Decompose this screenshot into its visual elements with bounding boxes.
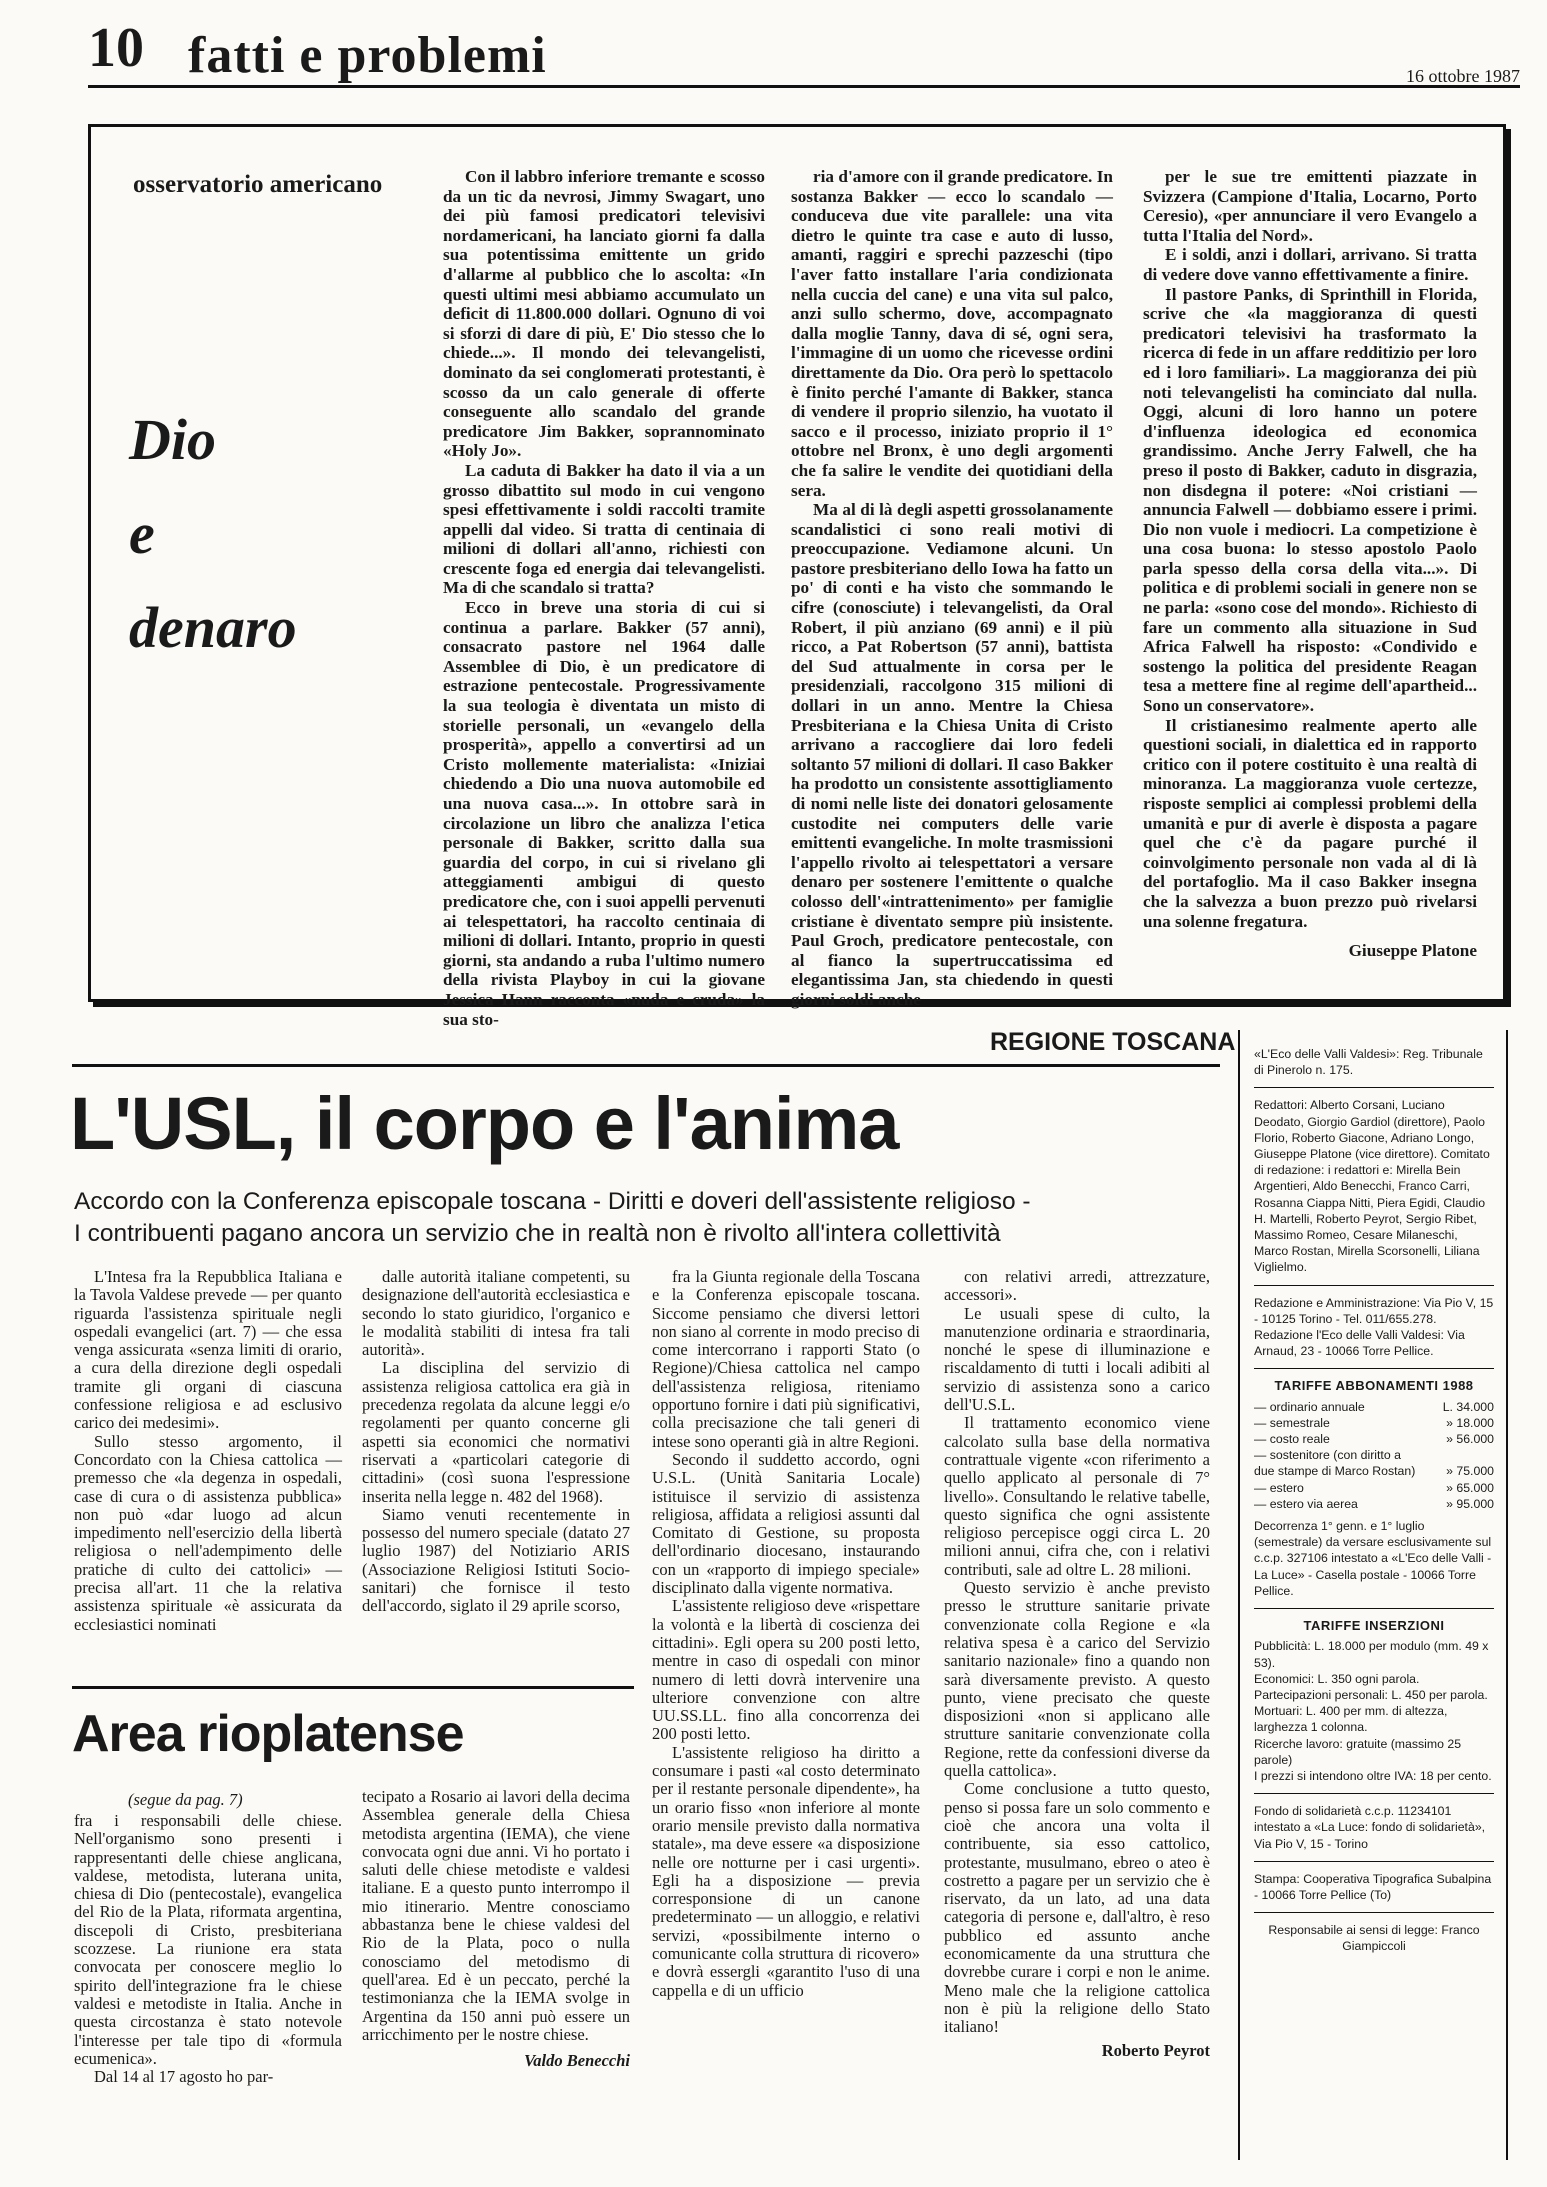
insertion-block <box>1254 1618 1494 1794</box>
paragraph: Come conclusione a tutto questo, penso si possa fare un solo commento e cioè che ancora una volta il contribuente, sia esso cattolico, protestante, musulmano, ebreo o ateo è costretto a pagare per un servizio che è riservato, da un lato, ad una data categoria di persone e, dall'altro, è reso pubblico ed assunto anche economicamente da una struttura che dovrebbe curare i corpi e non le anime. Meno male che la religione cattolica non è più la religione dello Stato italiano! <box>944 1779 1210 2037</box>
boxed-column-1 <box>443 167 765 1029</box>
paragraph: E i soldi, anzi i dollari, arrivano. Si tratta di vedere dove vanno effettivamente a finire. <box>1143 245 1477 284</box>
section-title: fatti e problemi <box>188 27 547 84</box>
paragraph: con relativi arredi, attrezzature, accessori». <box>944 1267 1210 1305</box>
solidarity-fund: Fondo di solidarietà c.c.p. 11234101 intestato a «La Luce: fondo di solidarietà», Via Pio V, 15 - Torino <box>1254 1804 1486 1851</box>
rate-label: — ordinario annuale <box>1254 1399 1365 1414</box>
boxed-headline <box>129 393 297 675</box>
insertion-heading: TARIFFE INSERZIONI <box>1303 1618 1445 1634</box>
paragraph: fra i responsabili delle chiese. Nell'organismo sono presenti i rappresentanti delle chiese anglicana, valdese, metodista, luterana unita, chiesa di Dio (pentecostale), evangelica del Rio de la Plata, riformata argentina, discepoli di Cristo, presbiteriana scozzese. La riunione era stata convocata per conoscere meglio lo spirito dell'integrazione fra le chiese valdesi e metodiste in Italia. Anche in questa circostanza è stato notevole l'interesse per tale tipo di «formula ecumenica». <box>74 1811 342 2068</box>
headline-line: Dio <box>129 407 216 472</box>
paragraph: per le sue tre emittenti piazzate in Svizzera (Campione d'Italia, Locarno, Porto Ceresio), «per annunciare il vero Evangelo a tutta l'Italia del Nord». <box>1143 167 1477 245</box>
paragraph: La caduta di Bakker ha dato il via a un grosso dibattito sul modo in cui vengono spesi effettivamente i soldi raccolti tramite appelli dal video. Si tratta di centinaia di milioni di dollari all'anno, richiesti con crescente foga ed energia dai televangelisti. Ma di che scandalo si tratta? <box>443 460 765 598</box>
insertion-rate: Economici: L. 350 ogni parola. <box>1254 1671 1420 1686</box>
fund-block <box>1254 1803 1494 1862</box>
rate-value: » 56.000 <box>1446 1432 1494 1447</box>
usl-column-3 <box>652 1268 920 2000</box>
rate-value: » 75.000 <box>1446 1464 1494 1479</box>
divider <box>72 1064 1220 1067</box>
printer: Stampa: Cooperativa Tipografica Subalpina - 10066 Torre Pellice (To) <box>1254 1871 1492 1902</box>
headline-line: denaro <box>129 595 297 660</box>
paragraph: Dal 14 al 17 agosto ho par- <box>94 2067 274 2087</box>
rate-value: L. 34.000 <box>1442 1399 1494 1414</box>
rate-row <box>1254 1399 1494 1415</box>
paragraph: Sullo stesso argomento, il Concordato con la Chiesa cattolica — premesso che «la degenza in ospedali, case di cura o di assistenza pubblica» non può «dar luogo ad alcun impedimento nell'esercizio della libertà religiosa o nell'adempimento delle pratiche di culto dei cattolici» — precisa all'art. 11 che la relativa assistenza spirituale «è assicurata da ecclesiastici nominati <box>74 1431 342 1634</box>
paragraph: Con il labbro inferiore tremante e scosso da un tic da nevrosi, Jimmy Swagart, uno dei più famosi predicatori televisivi nordamericani, ha lanciato giorni fa dalla sua potentissima emittente un grido d'allarme al pubblico che lo ascolta: «In questi ultimi mesi abbiamo accumulato un deficit di 11.800.000 dollari. Ognuno di voi si sforzi di dare di più, E' Dio stesso che lo chiede...». Il mondo dei televangelisti, dominato da sei conglomerati protestanti, è scosso da un calo generale di offerte conseguente allo scandalo del grande predicatore Jim Bakker, soprannominato «Holy Jo». <box>443 167 765 461</box>
rate-label: — semestrale <box>1254 1415 1330 1430</box>
paragraph: Il pastore Panks, di Sprinthill in Florida, scrive che «la maggioranza di questi predicatori televisivi ha trasformato la ricerca di fede in un affare redditizio per loro ed i loro familiari». La maggioranza dei più noti televangelisti ha cominciato dal nulla. Oggi, alcuni di loro hanno un potere d'influenza ideologica ed economica grandissimo. Anche Jerry Falwell, che ha preso il posto di Bakker, caduto in disgrazia, non disdegna il potere: «Noi cristiani — annuncia Falwell — dobbiamo essere i primi. Dio non vuole i mediocri. La competizione è una cosa buona: lo stesso apostolo Paolo parla spesso della corsa della vita...». Di politica e di problemi sociali in genere non se ne parla: «sono cose del mondo». Richiesto di fare un commento alla situazione in Sud Africa Falwell ha risposto: «Condivido e sostengo la politica del presidente Reagan tesa a mettere fine al regime dell'apartheid... Sono un conservatore». <box>1143 284 1477 716</box>
rate-value: » 95.000 <box>1446 1496 1494 1511</box>
boxed-article <box>88 124 1506 1029</box>
author-signature: Valdo Benecchi <box>524 2051 630 2071</box>
divider <box>72 1686 634 1689</box>
rate-row <box>1254 1415 1494 1431</box>
print-block <box>1254 1871 1494 1913</box>
editors: Redattori: Alberto Corsani, Luciano Deodato, Giorgio Gardiol (direttore), Paolo Florio, Roberto Giacone, Adriano Longo, Giuseppe Platone (vice direttore). Comitato di redazione: i redattori e: Mirella Bein Argentieri, Aldo Benecchi, Franco Carri, Rosanna Ciappa Nitti, Piera Egidi, Claudio H. Martelli, Roberto Peyrot, Sergio Ribet, Massimo Romeo, Cesare Milaneschi, Marco Rostan, Mirella Scorsonelli, Liliana Viglielmo. <box>1254 1098 1490 1275</box>
page-number: 10 <box>88 17 144 79</box>
usl-column-2 <box>362 1268 630 1616</box>
rate-label: — estero <box>1254 1480 1304 1495</box>
headline-line: e <box>129 501 155 566</box>
subscription-block <box>1254 1378 1494 1609</box>
paragraph: tecipato a Rosario ai lavori della decima Assemblea generale della Chiesa metodista argentina (IEMA), che viene convocata ogni due anni. Vi ho portato i saluti delle chiese metodiste e valdesi italiane. E a questo punto interrompo il mio itinerario. Mentre conosciamo abbastanza bene le chiese valdesi del Rio de la Plata, poco o nulla conosciamo del metodismo di quell'area. Ed è un peccato, perché la testimonianza che la IEMA svolge in Argentina da 150 anni può essere un arricchimento per le nostre chiese. <box>362 1787 630 2044</box>
boxed-column-3 <box>1143 167 1477 961</box>
admin-address: Redazione e Amministrazione: Via Pio V, 15 - 10125 Torino - Tel. 011/655.278. <box>1254 1295 1494 1326</box>
subtitle-line: I contribuenti pagano ancora un servizio che in realtà non è rivolto all'intera collettività <box>74 1220 1001 1247</box>
paragraph: Le usuali spese di culto, la manutenzione ordinaria e straordinaria, nonché le spese di illuminazione e riscaldamento di tutti i locali adibiti al servizio di assistenza sono a carico dell'U.S.L. <box>944 1303 1210 1415</box>
rate-row <box>1254 1480 1494 1496</box>
paragraph: La disciplina del servizio di assistenza religiosa cattolica era già in precedenza regolata da alcune leggi e/o regolamenti per quanto concerne gli aspetti sia economici che normativi riservati a «particolari categorie di cittadini» (così suona l'espressione inserita nella legge n. 482 del 1968). <box>362 1358 630 1506</box>
rate-value: » 65.000 <box>1446 1480 1494 1495</box>
column-rubric: osservatorio americano <box>133 171 383 198</box>
author-signature: Giuseppe Platone <box>1348 941 1477 961</box>
page-header <box>88 18 1520 88</box>
paragraph: ria d'amore con il grande predicatore. In sostanza Bakker — ecco lo scandalo — conduceva due vite parallele: una vita dietro le quinte tra case e auto di lusso, amanti, raggiri e sprechi pazzeschi (tipo l'aver fatto installare l'aria condizionata nella cuccia del cane) e una vita sul palco, anzi sullo schermo, dove, accompagnato dalla moglie Tanny, dava di sé, ogni sera, l'immagine di un uomo che ricevesse ordini direttamente da Dio. Ora però lo spettacolo è finito perché l'amante di Bakker, stanca di vendere il proprio silenzio, ha vuotato il sacco e il processo, iniziato proprio il 1° ottobre nel Bronx, è uno degli argomenti che fa salire le vendite dei quotidiani della sera. <box>791 167 1113 500</box>
subtitle-line: Accordo con la Conferenza episcopale toscana - Diritti e doveri dell'assistente religioso - <box>74 1188 1031 1215</box>
region-label: REGIONE TOSCANA <box>990 1028 1236 1056</box>
masthead <box>1238 1030 1508 2160</box>
insertion-note: I prezzi si intendono oltre IVA: 18 per cento. <box>1254 1768 1492 1783</box>
admin-block <box>1254 1295 1494 1370</box>
insertion-rate: Ricerche lavoro: gratuite (massimo 25 parole) <box>1254 1736 1462 1767</box>
paragraph: fra la Giunta regionale della Toscana e la Conferenza episcopale toscana. Siccome pensiamo che diversi lettori non siano al corrente in modo preciso di come intercorrano i rapporti Stato (o Regione)/Chiesa cattolica nel campo dell'assistenza religiosa, riteniamo opportuno fornire i dati più significativi, colla precisazione che tali generi di intese sono operanti già in altre Regioni. <box>652 1267 920 1451</box>
area-column-1 <box>74 1812 342 2086</box>
subscription-heading: TARIFFE ABBONAMENTI 1988 <box>1274 1378 1474 1394</box>
editors-block <box>1254 1097 1494 1285</box>
paragraph: L'Intesa fra la Repubblica Italiana e la Tavola Valdese prevede — per quanto riguarda l'assistenza spirituale negli ospedali evangelici (art. 7) — che essa venga assicurata «senza limiti di orario, a cura della direzione degli ospedali tramite gli organi di ciascuna confessione religiosa e ad esclusivo carico dei medesimi». <box>74 1267 342 1433</box>
boxed-column-2 <box>791 167 1113 1010</box>
rate-row <box>1254 1496 1494 1512</box>
article-title: L'USL, il corpo e l'anima <box>70 1082 899 1165</box>
usl-column-1 <box>74 1268 342 1634</box>
rate-value: » 18.000 <box>1446 1415 1494 1430</box>
article-subtitle <box>74 1186 1222 1250</box>
usl-column-4 <box>944 1268 1210 2061</box>
rate-row <box>1254 1447 1494 1479</box>
insertion-rate: Mortuari: L. 400 per mm. di altezza, larghezza 1 colonna. <box>1254 1704 1448 1735</box>
rate-label: — estero via aerea <box>1254 1496 1358 1511</box>
paragraph: Il trattamento economico viene calcolato sulla base della normativa contrattuale vigente «con riferimento a quello applicato al personale di 7° livello». Consultando le relative tabelle, questo significa che ogni assistente religioso percepisce oggi circa L. 20 milioni annui, cifra che, con i relativi contributi, sale ad oltre L. 28 milioni. <box>944 1413 1210 1579</box>
continued-note: (segue da pag. 7) <box>128 1790 243 1809</box>
paragraph: L'assistente religioso deve «rispettare la volontà e la libertà di coscienza dei cittadini». Egli opera su 200 posti letto, mentre in caso di ospedali con minor numero di letti dovrà intervenire una ulteriore convenzione con altre UU.SS.LL. fino alla concorrenza dei 200 posti letto. <box>652 1596 920 1744</box>
paragraph: Il cristianesimo realmente aperto alle questioni sociali, in dialettica ed in rapporto critico con il potere costituito è una realtà di minoranza. La maggioranza vuole certezze, risposte semplici ai complessi problemi della umanità e pur di averle è disposta a pagare quel che c'è da pagare purché il coinvolgimento personale non vada al di là del portafoglio. Ma il caso Bakker insegna che la salvezza a buon prezzo può rivelarsi una solenne fregatura. <box>1143 715 1477 931</box>
insertion-rate: Partecipazioni personali: L. 450 per parola. <box>1254 1687 1488 1702</box>
paragraph: Secondo il suddetto accordo, ogni U.S.L. (Unità Sanitaria Locale) istituisce il servizio di assistenza religiosa, affidata a religiosi assunti dal Comitato di Gestione, su proposta dell'ordinario diocesano, instaurando con un «rapporto di impiego speciale» disciplinato dalla vigente normativa. <box>652 1449 920 1598</box>
author-signature: Roberto Peyrot <box>1101 2041 1210 2061</box>
rate-label: — costo reale <box>1254 1432 1330 1447</box>
registration-block <box>1254 1046 1494 1088</box>
paragraph: Ma al di là degli aspetti grossolanamente scandalistici ci sono reali motivi di preoccupazione. Vediamone alcuni. Un pastore presbiteriano dello Iowa ha fatto un po' di conti e ha visto che sommando le cifre (conosciute) i televangelisti, da Oral Robert, il più anziano (69 anni) e il più ricco, a Pat Robertson (57 anni), battista del Sud attualmente in corsa per le presidenziali, raccolgono 315 milioni di dollari in un anno. Mentre la Chiesa Presbiteriana e la Chiesa Unita di Cristo arrivano a raccogliere dai loro fedeli soltanto 57 milioni di dollari. Il caso Bakker ha prodotto un consistente assottigliamento di nomi nelle liste dei donatori gelosamente custodite nei computers delle varie emittenti evangeliche. In molte trasmissioni l'appello rivolto ai telespettatori a versare denaro per sostenere l'emittente o qualche colosso dell'«intrattenimento» per famiglie cristiane è diventato sempre più insistente. Paul Groch, predicatore pentecostale, con al fianco la supertruccatissima ed elegantissima Jan, sta chiedendo in questi giorni soldi anche <box>791 500 1113 1009</box>
paragraph: L'assistente religioso ha diritto a consumare i pasti «al costo determinato per il restante personale dipendente», ha un orario fisso «non inferiore al monte orario mensile previsto dalla normativa statale», ma deve essere «a disposizione nelle ore notturne per i casi urgenti». Egli ha a disposizione — previa corresponsione di un canone predeterminato — un alloggio, e relativi servizi, «possibilmente interno o comunicante colla struttura di ricovero» e dovrà essergli «garantito l'uso di una cappella e di un ufficio <box>652 1742 920 2000</box>
registration: «L'Eco delle Valli Valdesi»: Reg. Tribunale di Pinerolo n. 175. <box>1254 1047 1483 1078</box>
responsible: Responsabile ai sensi di legge: Franco Giampiccoli <box>1268 1923 1480 1954</box>
issue-date: 16 ottobre 1987 <box>1406 66 1520 86</box>
rate-row <box>1254 1431 1494 1447</box>
rate-label: — sostenitore (con diritto a due stampe di Marco Rostan) <box>1254 1448 1416 1479</box>
insertion-rate: Pubblicità: L. 18.000 per modulo (mm. 49 x 53). <box>1254 1639 1489 1670</box>
paragraph: Ecco in breve una storia di cui si continua a parlare. Bakker (57 anni), consacrato pastore nel 1964 dalle Assemblee di Dio, è un predicatore di estrazione pentecostale. Progressivamente la sua teologia è diventata un misto di storielle personali, un «evangelo della prosperità», appello a convertirsi ad un Cristo mollemente materialista: «Iniziai chiedendo a Dio una nuova automobile ed una nuova casa...». In ottobre sarà in circolazione un libro che analizza l'etica personale di Bakker, scritto dalla sua guardia del corpo, in cui si rivelano gli atteggiamenti ambigui di questo predicatore che, con i suoi appelli pervenuti ai telespettatori, ha raccolto centinaia di milioni di dollari. Intanto, proprio in questi giorni, sta andando a ruba l'ultimo numero della rivista Playboy in cui la giovane Jessica Hann racconta «nuda e cruda» la sua sto- <box>443 598 765 1029</box>
responsible-block <box>1254 1922 1494 1963</box>
editorial-address: Redazione l'Eco delle Valli Valdesi: Via Arnaud, 23 - 10066 Torre Pellice. <box>1254 1328 1465 1359</box>
paragraph: dalle autorità italiane competenti, su designazione dell'autorità ecclesiastica e secondo lo stato giuridico, l'organico e le modalità stabiliti di intesa fra tali autorità». <box>362 1267 630 1360</box>
article-title: Area rioplatense <box>72 1705 464 1763</box>
paragraph: Siamo venuti recentemente in possesso del numero speciale (datato 27 luglio 1987) del Notiziario ARIS (Associazione Religiosi Istituti Socio-sanitari) che fornisce il testo dell'accordo, siglato il 29 aprile scorso, <box>362 1504 630 1616</box>
paragraph: Questo servizio è anche previsto presso le strutture sanitarie private convenzionate colla Regione e «la relativa spesa è a carico del Servizio sanitario nazionale» fino a quando non sarà diversamente previsto. A questo punto, viene precisato che queste disposizioni «non si applicano alle strutture sanitarie convenzionate colla Regione, rette da confessioni diverse da quella cattolica». <box>944 1578 1210 1781</box>
area-column-2 <box>362 1788 630 2070</box>
subscription-note: Decorrenza 1° genn. e 1° luglio (semestrale) da versare esclusivamente sul c.c.p. 327106 intestato a «L'Eco delle Valli - La Luce» - Casella postale - 10066 Torre Pellice. <box>1254 1519 1492 1598</box>
